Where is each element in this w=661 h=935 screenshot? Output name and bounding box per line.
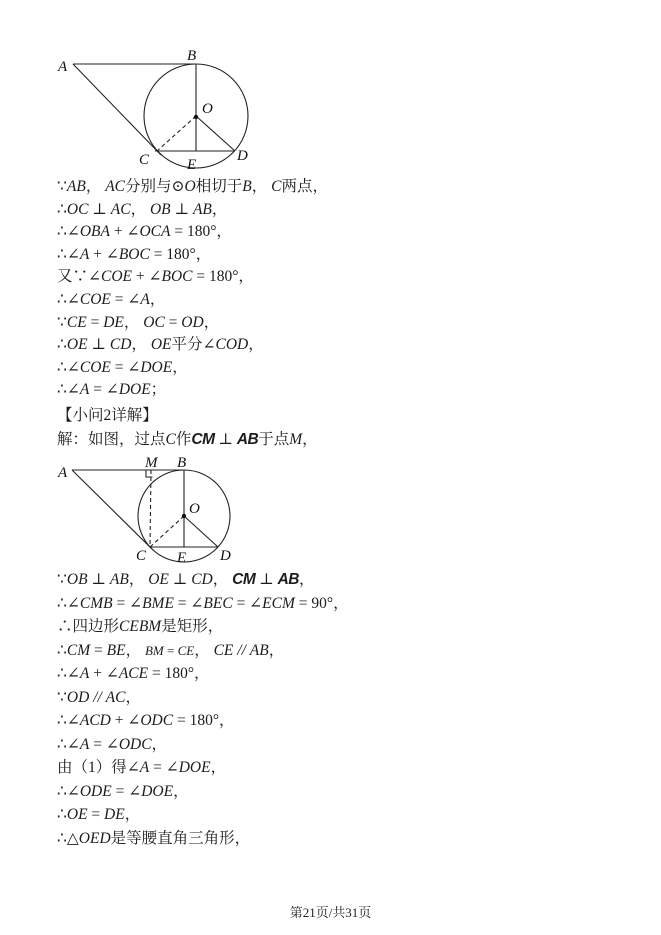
label-E: E xyxy=(187,157,197,173)
proof-line: ∵CE = DE， OC = OD， xyxy=(57,313,220,331)
label-A: A xyxy=(58,59,68,75)
proof-line: ∴△OED是等腰直角三角形， xyxy=(57,829,251,847)
proof-line: ∴∠A + ∠BOC = 180°， xyxy=(57,245,212,263)
proof-line: ∴∠A + ∠ACE = 180°， xyxy=(57,665,210,682)
figure-1 xyxy=(50,44,260,176)
segment-AC xyxy=(72,470,153,550)
proof-line: ∵AB， AC分别与⊙O相切于B， C两点， xyxy=(57,178,328,195)
proof-line: ∴∠ODE = ∠DOE， xyxy=(57,782,189,800)
proof-line: ∴∠A = ∠ODC， xyxy=(57,735,168,753)
proof-line: ∴OE ⊥ CD， OE平分∠COD， xyxy=(57,336,264,354)
label-C: C xyxy=(136,548,147,564)
page-number-footer: 第21页/共31页 xyxy=(289,905,372,920)
proof-line: ∴∠OBA + ∠OCA = 180°， xyxy=(57,223,232,241)
proof-line: ∴∠COE = ∠DOE， xyxy=(57,358,188,376)
label-B: B xyxy=(177,455,187,471)
label-O: O xyxy=(189,501,200,517)
segment-OC-dashed xyxy=(150,516,184,547)
part2-intro-line xyxy=(57,429,641,451)
proof-line: 解：如图，过点C作CM ⊥ AB于点M， xyxy=(57,431,318,448)
label-A: A xyxy=(58,465,68,481)
proof-line: ∴CM = BE， BM = CE， CE // AB， xyxy=(57,641,285,659)
label-D: D xyxy=(237,148,248,164)
label-B: B xyxy=(187,48,197,64)
proof-block-part2 xyxy=(57,568,641,850)
segment-OD xyxy=(184,516,218,547)
proof-line: ∵OD // AC， xyxy=(57,688,141,706)
proof-line: ∴∠COE = ∠A， xyxy=(57,290,166,308)
label-O: O xyxy=(202,101,213,117)
center-point-O xyxy=(194,115,198,119)
proof-line: ∴∠A = ∠DOE； xyxy=(57,381,167,399)
figure-2 xyxy=(50,450,250,574)
proof-line: ∴四边形CEBM是矩形， xyxy=(57,618,224,635)
label-E: E xyxy=(177,550,187,566)
label-D: D xyxy=(220,548,231,564)
proof-block-part1 xyxy=(57,176,641,402)
proof-line: ∴∠ACD + ∠ODC = 180°， xyxy=(57,712,235,729)
segment-AC xyxy=(73,64,161,155)
label-C: C xyxy=(139,152,150,168)
center-point-O xyxy=(182,514,186,518)
label-M: M xyxy=(145,455,158,471)
figure-2-svg xyxy=(50,450,250,574)
proof-line: 又∵∠COE + ∠BOC = 180°， xyxy=(57,268,254,286)
segment-OD xyxy=(196,116,235,151)
proof-line: ∴OE = DE， xyxy=(57,806,141,823)
segment-MC-dashed xyxy=(150,470,151,547)
figure-1-svg xyxy=(50,44,260,176)
proof-line: ∵OB ⊥ AB， OE ⊥ CD， CM ⊥ AB， xyxy=(57,571,315,588)
segment-OC-dashed xyxy=(157,116,196,151)
proof-line: 由（1）得∠A = ∠DOE， xyxy=(57,759,227,776)
proof-line: ∴OC ⊥ AC， OB ⊥ AB， xyxy=(57,200,228,218)
proof-line: ∴∠CMB = ∠BME = ∠BEC = ∠ECM = 90°， xyxy=(57,594,349,612)
section-header-part2: 【小问2详解】 xyxy=(57,407,158,424)
